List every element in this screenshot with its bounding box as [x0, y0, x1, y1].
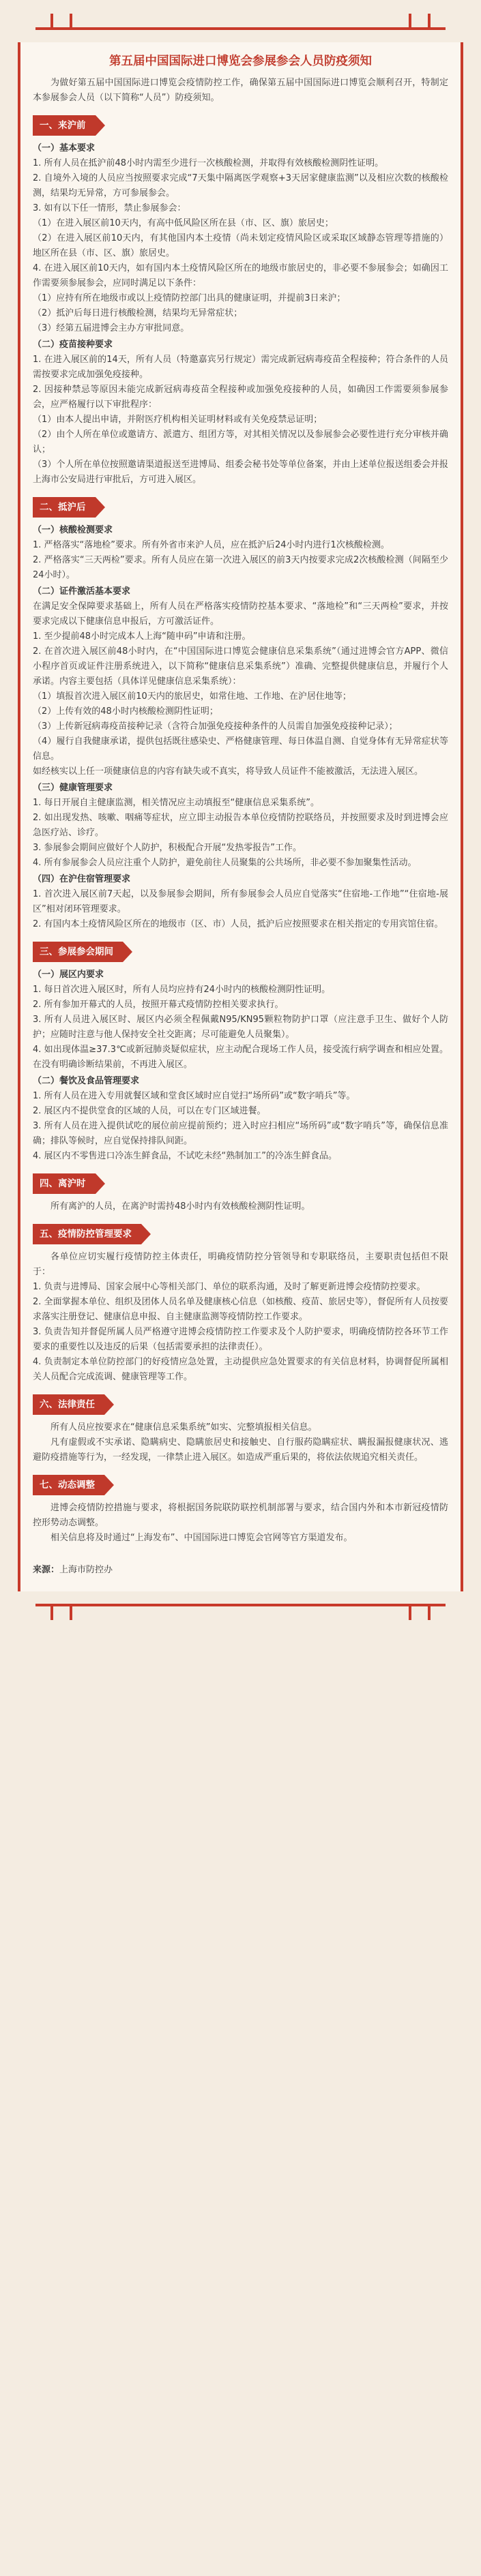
paragraph: 各单位应切实履行疫情防控主体责任，明确疫情防控分管领导和专职联络员，主要职责包括但不限于： [33, 1252, 448, 1277]
paragraph: 2. 全面掌握本单位、组织及团体人员名单及健康核心信息（如核酸、疫苗、旅居史等），督促所有人员按要求落实注册登记、健康信息申报、自主健康监测等疫情防控工作要求。 [33, 1297, 448, 1322]
top-decoration [18, 0, 463, 42]
source-value: 上海市防控办 [59, 1565, 113, 1575]
article-body [18, 42, 463, 1591]
paragraph: 2. 所有参加开幕式的人员，按照开幕式疫情防控相关要求执行。 [33, 1000, 284, 1010]
paragraph: 2. 因接种禁忌等原因未能完成新冠病毒疫苗全程接种或加强免疫接种的人员，如确因工作需要须参展参会，应严格履行以下审批程序： [33, 385, 448, 410]
paragraph: （4）履行自我健康承诺，提供包括既往感染史、严格健康管理、每日体温自测、自觉身体有无异常症状等信息。 [33, 736, 448, 762]
paragraph: （2）由个人所在单位或邀请方、派遣方、组团方等，对其相关情况以及参展参会必要性进行充分审核并确认； [33, 430, 448, 455]
paragraph: （3）个人所在单位按照邀请渠道报送至进博局、组委会秘书处等单位备案，并由上述单位报送组委会并报上海市公安局进行审批后，方可进入展区。 [33, 460, 448, 485]
paragraph: 相关信息将及时通过“上海发布”、中国国际进口博览会官网等官方渠道发布。 [50, 1533, 353, 1543]
paragraph: 3. 如有以下任一情形，禁止参展参会： [33, 203, 186, 213]
subsection-title: （二）疫苗接种要求 [33, 340, 113, 350]
paragraph: （3）上传新冠病毒疫苗接种记录（含符合加强免疫接种条件的人员需自加强免疫接种记录）； [33, 721, 398, 732]
paragraph: 4. 在进入展区前10天内，如有国内本土疫情风险区所在的地级市旅居史的，非必要不参展参会；如确因工作需要须参展参会，应同时满足以下条件： [33, 263, 448, 288]
paragraph: （1）在进入展区前10天内，有高中低风险区所在县（市、区、旗）旅居史； [33, 218, 334, 228]
paragraph: （1）应持有所在地级市或以上疫情防控部门出具的健康证明，并提前3日来沪； [33, 293, 346, 303]
section-title: 四、离沪时 [33, 1173, 96, 1194]
paragraph: 在满足安全保障要求基础上，所有人员在严格落实疫情防控基本要求、“落地检”和“三天两检”要求，并按要求完成以下健康信息申报后，方可激活证件。 [33, 601, 448, 627]
paragraph: （2）抵沪后每日进行核酸检测，结果均无异常症状； [33, 308, 243, 318]
paragraph: 1. 每日首次进入展区时，所有人员均应持有24小时内的核酸检测阴性证明。 [33, 985, 331, 995]
paragraph: 2. 如出现发热、咳嗽、咽痛等症状，应立即主动报告本单位疫情防控联络员，并按照要求及时到进博会应急医疗站、诊疗。 [33, 813, 448, 838]
paragraph: 4. 展区内不零售进口冷冻生鲜食品，不试吃未经“熟制加工”的冷冻生鲜食品。 [33, 1151, 338, 1161]
paragraph: 2. 在首次进入展区前48小时内，在“中国国际进口博览会健康信息采集系统”（通过进博会官方APP、微信小程序首页或证件注册系统进入，以下简称“健康信息采集系统”）准确、完整提供健康信息，并履行个人承诺。内容主要包括（具体详见健康信息采集系统）： [33, 646, 448, 687]
section-title: 六、法律责任 [33, 1394, 104, 1415]
sections-container [33, 115, 448, 1546]
section-header [33, 1173, 448, 1194]
section-header [33, 1394, 448, 1415]
paragraph: 3. 所有人员在进入提供试吃的展位前应提前预约；进入时应扫相应“场所码”或“数字哨兵”等，确保信息准确；排队等候时，应自觉保持排队间距。 [33, 1121, 448, 1146]
subsection-title: （一）核酸检测要求 [33, 525, 113, 535]
subsection-title: （一）展区内要求 [33, 970, 104, 980]
section-title: 七、动态调整 [33, 1475, 104, 1495]
section-header [33, 1224, 448, 1244]
section-title: 五、疫情防控管理要求 [33, 1224, 141, 1244]
paragraph: 1. 至少提前48小时完成本人上海“随申码”申请和注册。 [33, 631, 251, 642]
section-header [33, 497, 448, 518]
paragraph: （1）由本人提出申请，并附医疗机构相关证明材料或有关免疫禁忌证明； [33, 415, 323, 425]
intro-paragraph: 为做好第五届中国国际进口博览会疫情防控工作，确保第五届中国国际进口博览会顺利召开，特制定本参展参会人员（以下简称“人员”）防疫须知。 [33, 78, 448, 103]
paragraph: 所有人员应按要求在“健康信息采集系统”如实、完整填报相关信息。 [50, 1422, 317, 1433]
paragraph: 1. 每日开展自主健康监测，相关情况应主动填报至“健康信息采集系统”。 [33, 798, 320, 808]
source-line [33, 1562, 448, 1575]
subsection-title: （一）基本要求 [33, 143, 96, 153]
paragraph: 1. 负责与进博局、国家会展中心等相关部门、单位的联系沟通，及时了解更新进博会疫情防控要求。 [33, 1282, 426, 1292]
page-title: 第五届中国国际进口博览会参展参会人员防疫须知 [109, 55, 372, 68]
paragraph: 4. 负责制定本单位防控部门的好疫情应急处置，主动提供应急处置要求的有关信息材料，协调督促所属相关人员配合完成流调、健康管理等工作。 [33, 1357, 448, 1382]
bottom-decoration [18, 1591, 463, 1634]
paragraph: 1. 所有人员在进入专用就餐区域和堂食区域时应自觉扫“场所码”或“数字哨兵”等。 [33, 1091, 355, 1101]
subsection-title: （二）证件激活基本要求 [33, 586, 131, 597]
paragraph: 2. 自境外入境的人员应当按照要求完成“7天集中隔离医学观察+3天居家健康监测”以及相应次数的核酸检测，结果均无异常，方可参展参会。 [33, 173, 448, 198]
paragraph: 进博会疫情防控措施与要求，将根据国务院联防联控机制部署与要求，结合国内外和本市新冠疫情防控形势动态调整。 [33, 1503, 448, 1528]
paragraph: 如经核实以上任一项健康信息的内容有缺失或不真实，将导致人员证件不能被激活，无法进入展区。 [33, 766, 424, 777]
subsection-title: （二）餐饮及食品管理要求 [33, 1076, 140, 1086]
section-title: 一、来沪前 [33, 115, 96, 136]
paragraph: 2. 有国内本土疫情风险区所在的地级市（区、市）人员，抵沪后应按照要求在相关指定的专用宾馆住宿。 [33, 919, 443, 929]
paragraph: 1. 严格落实“落地检”要求。所有外省市来沪人员，应在抵沪后24小时内进行1次核酸检测。 [33, 540, 390, 550]
section-header [33, 115, 448, 136]
paragraph: 所有离沪的人员，在离沪时需持48小时内有效核酸检测阴性证明。 [50, 1201, 310, 1212]
paragraph: 2. 严格落实“三天两检”要求。所有人员应在第一次进入展区的前3天内按要求完成2次核酸检测（间隔至少24小时）。 [33, 555, 448, 580]
subsection-title: （三）健康管理要求 [33, 783, 113, 793]
section-title: 二、抵沪后 [33, 497, 96, 518]
paragraph: 1. 首次进入展区前7天起，以及参展参会期间，所有参展参会人员应自觉落实“住宿地-工作地”“住宿地-展区”相对闭环管理要求。 [33, 889, 448, 914]
paragraph: 3. 参展参会期间应做好个人防护，积极配合开展“发热零报告”工作。 [33, 843, 302, 853]
paragraph: 4. 所有参展参会人员应注重个人防护，避免前往人员聚集的公共场所，非必要不参加聚集性活动。 [33, 858, 417, 868]
subsection-title: （四）在沪住宿管理要求 [33, 874, 131, 884]
source-label: 来源： [33, 1565, 60, 1575]
paragraph: 凡有虚假或不实承诺、隐瞒病史、隐瞒旅居史和接触史、自行服药隐瞒症状、瞒报漏报健康状况、逃避防疫措施等行为，一经发现，一律禁止进入展区。如造成严重后果的，将依法依规追究相关责任。 [33, 1437, 448, 1463]
paragraph: 3. 所有人员进入展区时、展区内必须全程佩戴N95/KN95颗粒物防护口罩（应注意手卫生、做好个人防护；应随时注意与他人保持安全社交距离；尽可能避免人员聚集）。 [33, 1015, 448, 1040]
section-title: 三、参展参会期间 [33, 942, 123, 962]
paragraph: 1. 在进入展区前的14天，所有人员（特邀嘉宾另行规定）需完成新冠病毒疫苗全程接种；符合条件的人员需按要求完成加强免疫接种。 [33, 355, 448, 380]
paragraph: 2. 展区内不提供堂食的区域的人员，可以在专门区域进餐。 [33, 1106, 266, 1116]
paragraph: （2）上传有效的48小时内核酸检测阴性证明； [33, 706, 218, 717]
paragraph: 1. 所有人员在抵沪前48小时内需至少进行一次核酸检测，并取得有效核酸检测阴性证明。 [33, 158, 384, 168]
paragraph: （3）经第五届进博会主办方审批同意。 [33, 323, 190, 333]
paragraph: 4. 如出现体温≥37.3℃或新冠肺炎疑似症状，应主动配合现场工作人员，接受流行病学调查和相应处置。在没有明确诊断结果前，不再进入展区。 [33, 1045, 448, 1070]
paragraph: 3. 负责告知并督促所属人员严格遵守进博会疫情防控工作要求及个人防护要求，明确疫情防控各环节工作要求的重要性以及违反的后果（包括需要承担的法律责任）。 [33, 1327, 448, 1352]
section-header [33, 942, 448, 962]
paragraph: （1）填报首次进入展区前10天内的旅居史，如常住地、工作地、在沪居住地等； [33, 691, 351, 702]
paragraph: （2）在进入展区前10天内，有其他国内本土疫情（尚未划定疫情风险区或采取区域静态管理等措施的）地区所在县（市、区、旗）旅居史。 [33, 233, 448, 258]
section-header [33, 1475, 448, 1495]
